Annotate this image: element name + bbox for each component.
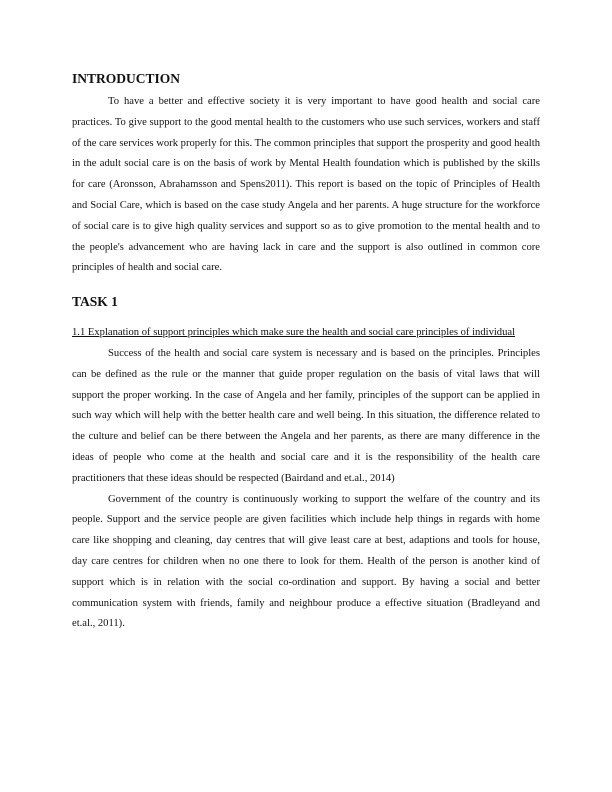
task1-subheading xyxy=(72,323,540,344)
task1-subheading-text: 1.1 Explanation of support principles which make sure the health and social care principles of individual xyxy=(72,327,516,339)
task1-heading: TASK 1 xyxy=(72,294,118,310)
task1-paragraph-2: Government of the country is continuously working to support the welfare of the country and its people. Support and the service people are given facilities which include help things in regards with home care like shopping and cleaning, day centres that will give least care at best, adaptions and tools for house, day care centres for children when no one there to look for them. Health of the person is another kind of support which is in relation with the social co-ordination and support. By having a social and better communication system with friends, family and neighbour produce a effective situation (Bradleyand and et.al., 2011). xyxy=(72,493,540,630)
introduction-paragraph: To have a better and effective society it is very important to have good health and social care practices. To give support to the good mental health to the customers who use such services, workers and staff of the care services work properly for this. The common principles that support the prosperity and good health in the adult social care is on the basis of work by Mental Health foundation which is published by the skills for care (Aronsson, Abrahamsson and Spens2011). This report is based on the topic of Principles of Health and Social Care, which is based on the case study Angela and her parents. A huge structure for the workforce of social care is to give high quality services and support so as to give promotion to the mental health and to the people's advancement who are having lack in care and the support is also outlined in common core principles of health and social care. xyxy=(72,96,540,274)
document-page xyxy=(72,70,540,635)
introduction-heading: INTRODUCTION xyxy=(72,71,181,86)
task1-paragraph-1: Success of the health and social care system is necessary and is based on the principles. Principles can be defined as the rule or the manner that guide proper regulation on the basis of vital laws that will support the proper working. In the case of Angela and her family, principles of the support can be applied in such way which will help with the better health care and well being. In this situation, the difference related to the culture and belief can be there between the Angela and her parents, as there are many difference in the ideas of people who come at the health and social care and it is the responsibility of the health care practitioners that these ideas should be respected (Bairdand and et.al., 2014) xyxy=(72,347,540,484)
